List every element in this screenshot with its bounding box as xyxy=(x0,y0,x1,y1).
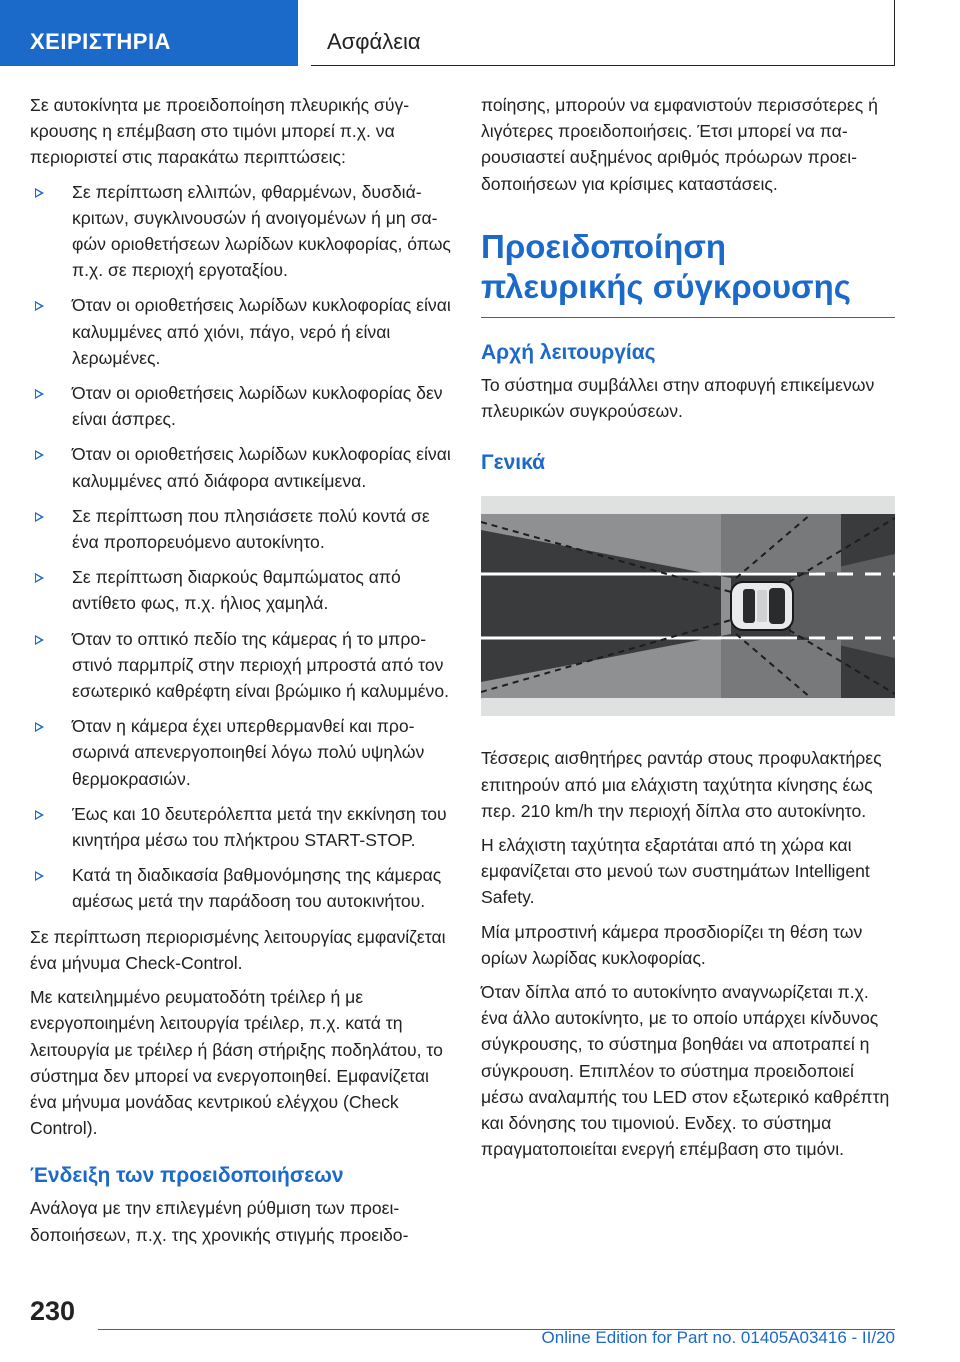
triangle-bullet-icon xyxy=(35,389,44,399)
limitation-list xyxy=(30,179,458,915)
sensor-zone-upper xyxy=(721,514,841,572)
principle-heading: Αρχή λειτουργίας xyxy=(481,340,656,364)
intro-paragraph: Σε αυτοκίνητα με προειδοποίηση πλευρικής σύγκρουσης η επέμβαση στο τιμόνι μπορεί π.χ. να περιοριστεί στις παρακάτω περιπτώσεις: xyxy=(30,95,410,168)
triangle-bullet-icon xyxy=(35,810,44,820)
list-item: Κατά τη διαδικασία βαθμονόμησης της κάμερας αμέσως μετά την παράδοση του αυτοκινήτου. xyxy=(30,862,458,914)
triangle-bullet-icon xyxy=(35,722,44,732)
list-item: Σε περίπτωση διαρκούς θαμπώματος από αντίθετο φως, π.χ. ήλιος χαμηλά. xyxy=(30,564,458,616)
warnings-heading: Ένδειξη των προειδοποιήσεων xyxy=(30,1164,344,1188)
list-item: Όταν οι οριοθετήσεις λωρίδων κυκλοφορίας είναι καλυμμένες από χιόνι, πάγο, νερό ή είναι λερωμένες. xyxy=(30,292,458,371)
list-item: Σε περίπτωση που πλησιάσετε πολύ κοντά σε ένα προπορευόμενο αυτοκίνητο. xyxy=(30,503,458,555)
vehicle-top-view xyxy=(731,582,793,630)
edition-note: Online Edition for Part no. 01405A03416 - II/20 xyxy=(541,1328,895,1347)
section-title: Ασφάλεια xyxy=(311,0,895,66)
camera-paragraph: Μία μπροστινή κάμερα προσδιορίζει τη θέση των ορίων λωρίδας κυκλοφορίας. xyxy=(481,921,863,968)
principle-paragraph: Το σύστημα συμβάλλει στην αποφυγή επικείμενων πλευρικών συγκρούσεων. xyxy=(481,374,875,422)
chapter-tab: ΧΕΙΡΙΣΤΗΡΙΑ xyxy=(0,0,298,66)
lane-illustration xyxy=(481,496,895,716)
check-control-paragraph: Σε περίπτωση περιορισμένης λειτουργίας εμφανίζεται ένα μήνυμα Check-Control. xyxy=(30,926,446,973)
list-item: Όταν οι οριοθετήσεις λωρίδων κυκλοφορίας είναι καλυμμένες από διάφορα αντικείμενα. xyxy=(30,441,458,493)
list-item: Όταν η κάμερα έχει υπερθερμανθεί και προσωρινά απενεργοποιηθεί λόγω πολύ υψηλών θερμοκρασιών. xyxy=(30,713,458,792)
triangle-bullet-icon xyxy=(35,573,44,583)
list-item: Όταν οι οριοθετήσεις λωρίδων κυκλοφορίας δεν είναι άσπρες. xyxy=(30,380,458,432)
left-column xyxy=(30,92,458,1256)
list-item: Όταν το οπτικό πεδίο της κάμερας ή το μπροστινό παρμπρίζ στην περιοχή μπροστά από τον εσωτερικό καθρέφτη είναι βρώμικο ή καλυμμένο. xyxy=(30,626,458,705)
list-item: Σε περίπτωση ελλιπών, φθαρμένων, δυσδιάκριτων, συγκλινουσών ή ανοιγομένων ή μη σαφών οριοθετήσεων λωρίδων κυκλοφορίας, όπως π.χ. σε περιοχή εργοταξίου. xyxy=(30,179,458,284)
continued-paragraph: ποίησης, μπορούν να εμφανιστούν περισσότερες ή λιγότερες προειδοποιήσεις. Έτσι μπορεί να παρουσιαστεί αυξημένος αριθμός πρόωρων προειδοποιήσεων για κρίσιμες καταστάσεις. xyxy=(481,95,878,194)
main-heading: Προειδοποίηση πλευρικής σύγκρουσης xyxy=(481,227,895,318)
triangle-bullet-icon xyxy=(35,450,44,460)
page-number: 230 xyxy=(30,1296,76,1326)
intervention-paragraph: Όταν δίπλα από το αυτοκίνητο αναγνωρίζεται π.χ. ένα άλλο αυτοκίνητο, με το οποίο υπάρχει κίνδυνος σύγκρουσης, το σύστημα βοηθάει να αποτραπεί η σύγκρουση. Επιπλέον το σύστημα προειδοποιεί μέσω αναλαμπής του LED στον εξωτερικό καθρέπτη και δόνησης του τιμονιού. Ενδεχ. το σύστημα πραγματοποιείται ενεργή επέμβαση στο τιμόνι. xyxy=(481,982,890,1160)
right-column xyxy=(481,92,895,1170)
triangle-bullet-icon xyxy=(35,188,44,198)
sensor-zone-lower xyxy=(721,640,841,698)
warnings-paragraph: Ανάλογα με την επιλεγμένη ρύθμιση των προειδοποιήσεων, π.χ. της χρονικής στιγμής προειδο- xyxy=(30,1198,409,1245)
triangle-bullet-icon xyxy=(35,512,44,522)
speed-paragraph: Η ελάχιστη ταχύτητα εξαρτάται από τη χώρα και εμφανίζεται στο μενού των συστημάτων Intelligent Safety. xyxy=(481,835,870,908)
triangle-bullet-icon xyxy=(35,871,44,881)
radar-paragraph: Τέσσερις αισθητήρες ραντάρ στους προφυλακτήρες επιτηρούν από μια ελάχιστη ταχύτητα κίνησης έως περ. 210 km/h την περιοχή δίπλα στο αυτοκίνητο. xyxy=(481,748,882,821)
triangle-bullet-icon xyxy=(35,635,44,645)
triangle-bullet-icon xyxy=(35,301,44,311)
list-item: Έως και 10 δευτερόλεπτα μετά την εκκίνηση του κινητήρα μέσω του πλήκτρου START-STOP. xyxy=(30,801,458,853)
general-heading: Γενικά xyxy=(481,451,546,475)
trailer-paragraph: Με κατειλημμένο ρευματοδότη τρέιλερ ή με ενεργοποιημένη λειτουργία τρέιλερ, π.χ. κατά τη λειτουργία με τρέιλερ ή βάση στήριξης ποδηλάτου, το σύστημα δεν μπορεί να ενεργοποιηθεί. Εμφανίζεται ένα μήνυμα μονάδας κεντρικού ελέγχου (Check Control). xyxy=(30,987,443,1139)
